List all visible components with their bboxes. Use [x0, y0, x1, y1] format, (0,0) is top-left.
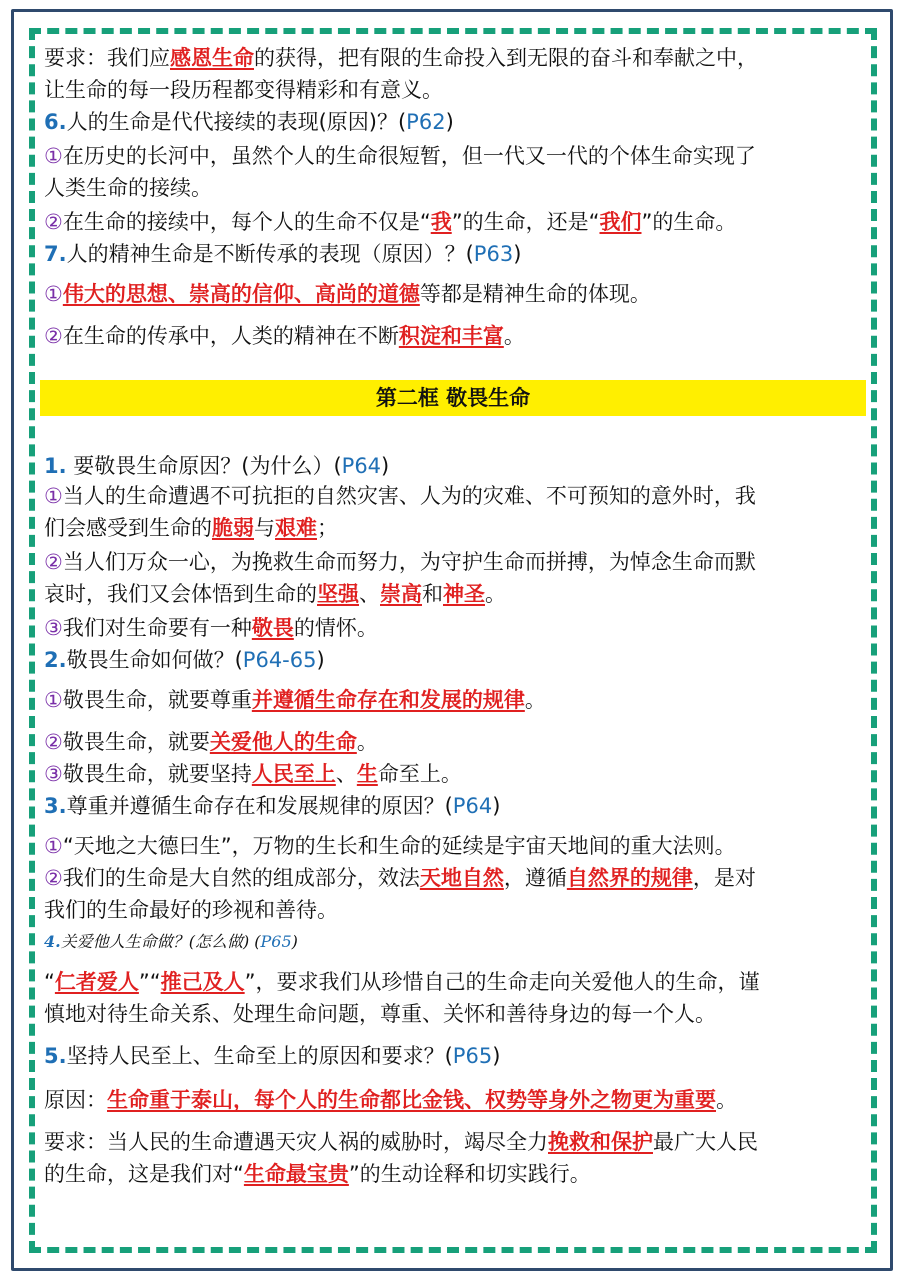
q2-answer-1: ①敬畏生命，就要尊重并遵循生命存在和发展的规律。: [44, 688, 546, 712]
q6-answer-1-line-1: ①在历史的长河中，虽然个人的生命很短暂，但一代又一代的个体生命实现了: [44, 144, 756, 168]
q6-answer-1-line-2: 人类生命的接续。: [44, 176, 212, 200]
section-banner: [40, 380, 866, 416]
q1-answer-2-line-1: ②当人们万众一心，为挽救生命而努力，为守护生命而拼搏，为悼念生命而默: [44, 550, 756, 574]
q5-reason: 原因：生命重于泰山，每个人的生命都比金钱、权势等身外之物更为重要。: [44, 1088, 737, 1112]
q2-answer-2: ②敬畏生命，就要关爱他人的生命。: [44, 730, 378, 754]
requirement-line-2: 让生命的每一段历程都变得精彩和有意义。: [44, 78, 443, 102]
question-4: 4.关爱他人生命做？(怎么做) (P65): [44, 932, 298, 951]
q5-requirement-line-2: 的生命，这是我们对“生命最宝贵”的生动诠释和切实践行。: [44, 1162, 591, 1186]
requirement-line-1: 要求：我们应感恩生命的获得，把有限的生命投入到无限的奋斗和奉献之中，: [44, 46, 758, 70]
q7-answer-2: ②在生命的传承中，人类的精神在不断积淀和丰富。: [44, 324, 525, 348]
banner-title: 第二框 敬畏生命: [375, 386, 531, 410]
q6-answer-2: ②在生命的接续中，每个人的生命不仅是“我”的生命，还是“我们”的生命。: [44, 210, 737, 234]
q1-answer-1-line-2: 们会感受到生命的脆弱与艰难；: [44, 516, 338, 540]
q5-requirement-line-1: 要求：当人民的生命遭遇天灾人祸的威胁时，竭尽全力挽救和保护最广大人民: [44, 1130, 758, 1154]
question-7: 7.人的精神生命是不断传承的表现（原因）？(P63): [44, 242, 522, 266]
q1-answer-1-line-1: ①当人的生命遭遇不可抗拒的自然灾害、人为的灾难、不可预知的意外时，我: [44, 484, 756, 508]
q3-answer-2-line-1: ②我们的生命是大自然的组成部分，效法天地自然，遵循自然界的规律，是对: [44, 866, 756, 890]
q4-answer-line-2: 慎地对待生命关系、处理生命问题，尊重、关怀和善待身边的每一个人。: [44, 1002, 716, 1026]
q2-answer-3: ③敬畏生命，就要坚持人民至上、生命至上。: [44, 762, 462, 786]
question-1: 1. 要敬畏生命原因？(为什么）(P64): [44, 454, 390, 478]
q3-answer-1: ①“天地之大德曰生”，万物的生长和生命的延续是宇宙天地间的重大法则。: [44, 834, 736, 858]
q4-answer-line-1: “仁者爱人”“推己及人”，要求我们从珍惜自己的生命走向关爱他人的生命，谨: [44, 970, 760, 994]
q3-answer-2-line-2: 我们的生命最好的珍视和善待。: [44, 898, 338, 922]
q7-answer-1: ①伟大的思想、崇高的信仰、高尚的道德等都是精神生命的体现。: [44, 282, 651, 306]
question-6: 6.人的生命是代代接续的表现(原因)？(P62): [44, 110, 454, 134]
q1-answer-3: ③我们对生命要有一种敬畏的情怀。: [44, 616, 378, 640]
highlight: 感恩生命: [170, 46, 254, 70]
question-5: 5.坚持人民至上、生命至上的原因和要求？(P65): [44, 1044, 501, 1068]
question-3: 3.尊重并遵循生命存在和发展规律的原因？(P64): [44, 794, 501, 818]
q1-answer-2-line-2: 哀时，我们又会体悟到生命的坚强、崇高和神圣。: [44, 582, 506, 606]
question-2: 2.敬畏生命如何做？(P64-65): [44, 648, 325, 672]
